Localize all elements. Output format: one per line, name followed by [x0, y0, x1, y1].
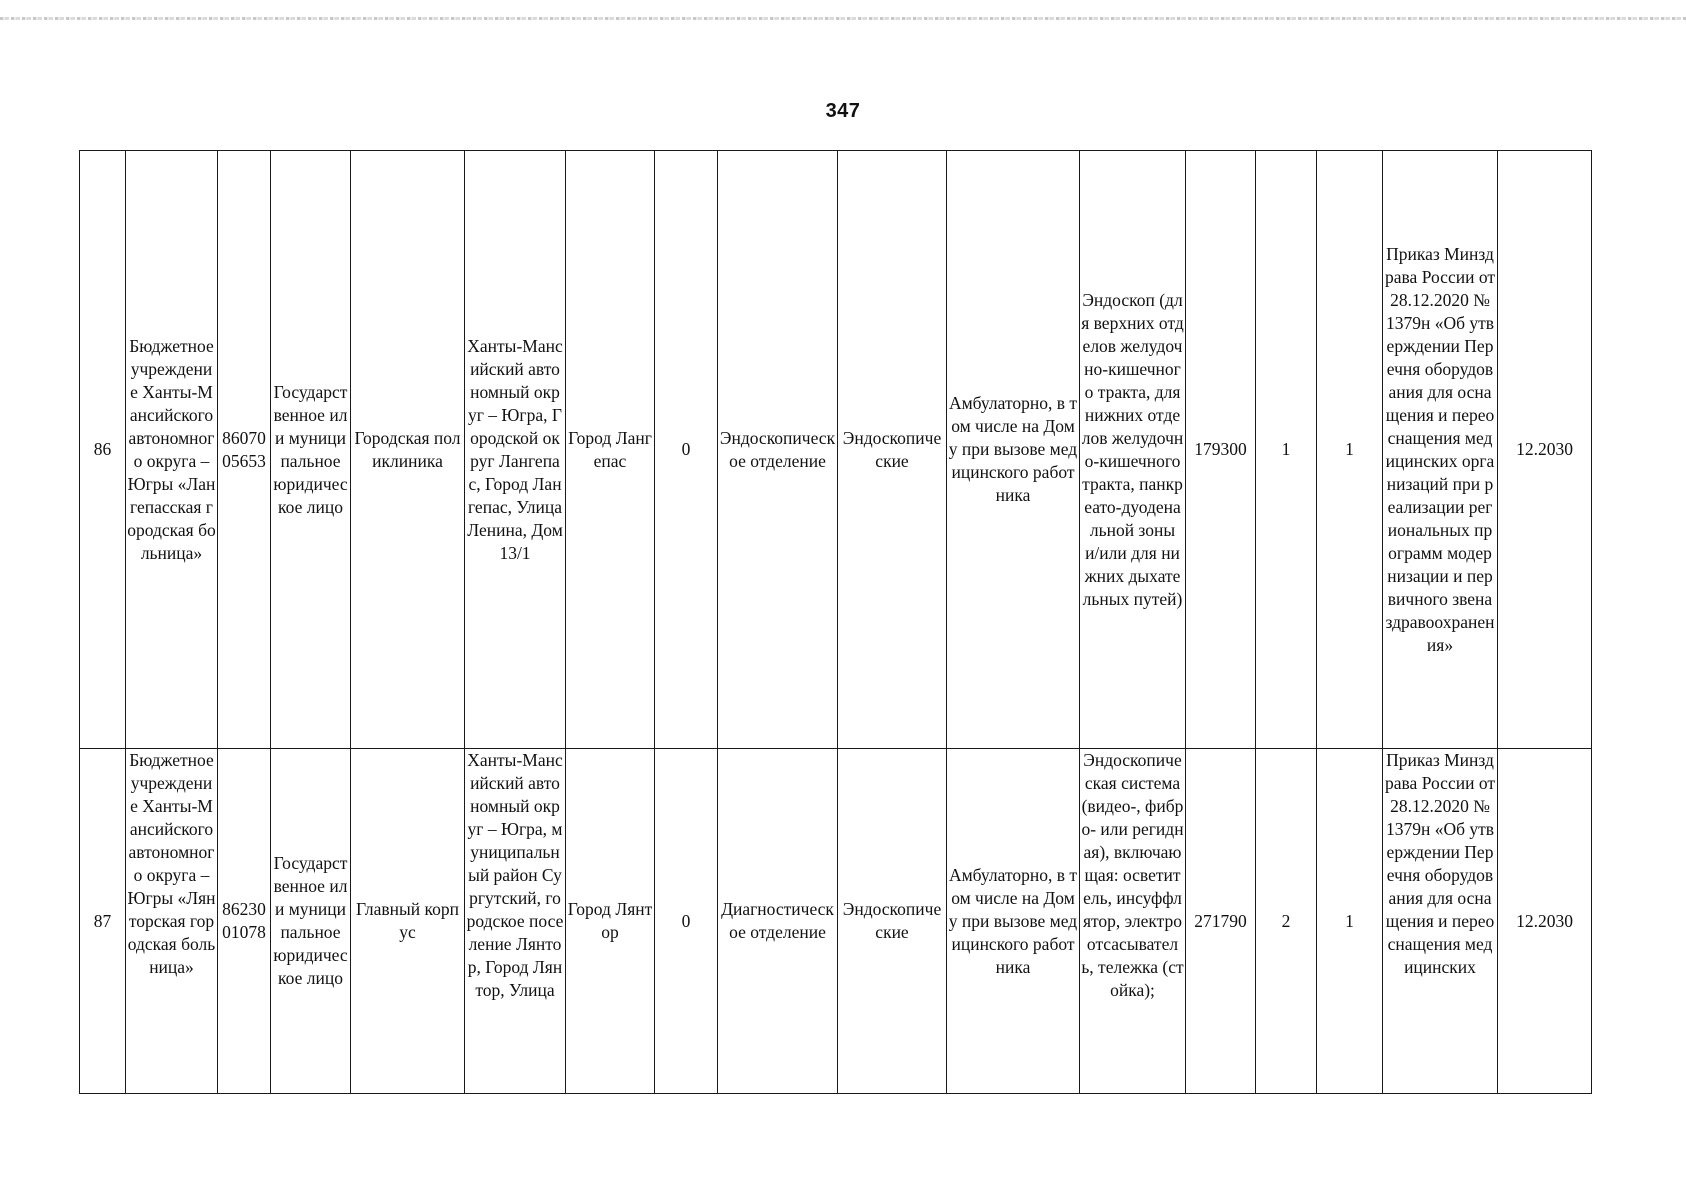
conditions-cell: Амбулаторно, в том числе на Дому при вызове медицинского работника [947, 151, 1080, 749]
zero-value-cell: 0 [655, 151, 718, 749]
conditions-cell: Амбулаторно, в том числе на Дому при вызове медицинского работника [947, 749, 1080, 1094]
quantity-cell: 1 [1317, 151, 1383, 749]
table-row [80, 151, 1592, 749]
code-cell: 8607005653 [218, 151, 271, 749]
equipment-cell: Эндоскоп (для верхних отделов желудочно-кишечного тракта, для нижних отделов желудочно-кишечного тракта, панкреато-дуоденальной зоны и/или для нижних дыхательных путей) [1080, 151, 1186, 749]
scan-edge-artifact [0, 17, 1686, 20]
order-cell: Приказ Минздрава России от 28.12.2020 № 1379н «Об утверждении Перечня оборудования для оснащения и переоснащения медицинских [1383, 749, 1498, 1094]
equipment-code-cell: 271790 [1186, 749, 1256, 1094]
equipment-code-cell: 179300 [1186, 151, 1256, 749]
page-number: 347 [825, 100, 861, 122]
department-cell: Диагностическое отделение [718, 749, 838, 1094]
row-number-cell: 86 [80, 151, 126, 749]
quantity-cell: 1 [1317, 749, 1383, 1094]
legal-form-cell: Государственное или муниципальное юридическое лицо [271, 749, 351, 1094]
address-cell: Ханты-Мансийский автономный округ – Югра, Городской округ Лангепас, Город Лангепас, Улица Ленина, Дом 13/1 [465, 151, 566, 749]
settlement-cell: Город Лангепас [566, 151, 655, 749]
address-cell: Ханты-Мансийский автономный округ – Югра, муниципальный район Сургутский, городское поселение Лянтор, Город Лянтор, Улица [465, 749, 566, 1094]
equipment-cell: Эндоскопическая система (видео-, фибро- или регидная), включающая: осветитель, инсуффлятор, электроотсасыватель, тележка (стойка); [1080, 749, 1186, 1094]
legal-form-cell: Государственное или муниципальное юридическое лицо [271, 151, 351, 749]
quantity-cell: 2 [1256, 749, 1317, 1094]
code-cell: 8623001078 [218, 749, 271, 1094]
quantity-cell: 1 [1256, 151, 1317, 749]
date-cell: 12.2030 [1498, 749, 1592, 1094]
medical-equipment-table [79, 150, 1592, 1094]
organization-cell: Бюджетное учреждение Ханты-Мансийского автономного округа – Югры «Лянторская городская больница» [126, 749, 218, 1094]
order-cell: Приказ Минздрава России от 28.12.2020 № 1379н «Об утверждении Перечня оборудования для оснащения и переоснащения медицинских организаций при реализации региональных программ модернизации и первичного звена здравоохранения» [1383, 151, 1498, 749]
profile-cell: Эндоскопические [838, 749, 947, 1094]
table-row [80, 749, 1592, 1094]
building-cell: Главный корпус [351, 749, 465, 1094]
organization-cell: Бюджетное учреждение Ханты-Мансийского автономного округа – Югры «Лангепасская городская больница» [126, 151, 218, 749]
date-cell: 12.2030 [1498, 151, 1592, 749]
row-number-cell: 87 [80, 749, 126, 1094]
zero-value-cell: 0 [655, 749, 718, 1094]
building-cell: Городская поликлиника [351, 151, 465, 749]
department-cell: Эндоскопическое отделение [718, 151, 838, 749]
profile-cell: Эндоскопические [838, 151, 947, 749]
settlement-cell: Город Лянтор [566, 749, 655, 1094]
